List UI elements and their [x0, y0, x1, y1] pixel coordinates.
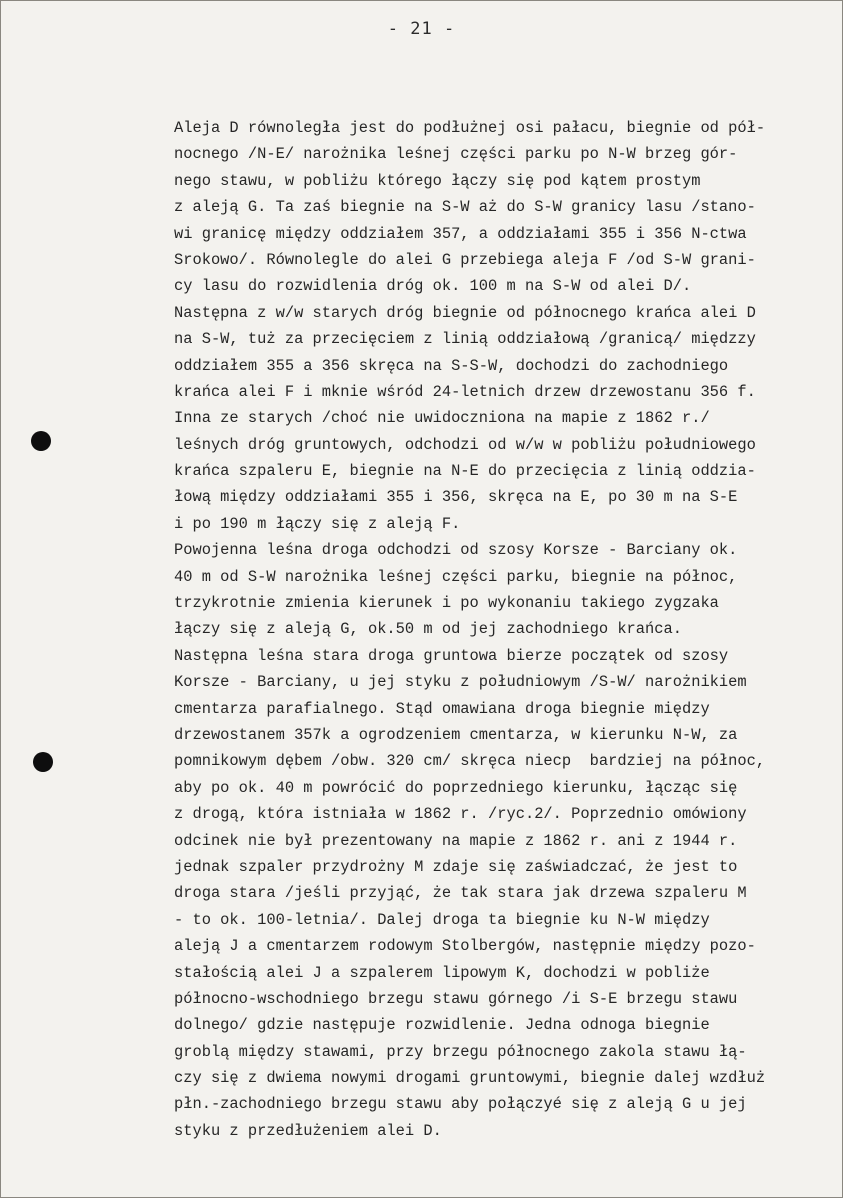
text-line: 40 m od S-W narożnika leśnej części parku, biegnie na północ, — [174, 567, 738, 586]
text-line: łową między oddziałami 355 i 356, skręca na E, po 30 m na S-E — [174, 488, 738, 507]
text-line: z drogą, która istniała w 1862 r. /ryc.2/. Poprzednio omówiony — [174, 805, 747, 824]
text-line: Aleja D równoległa jest do podłużnej osi pałacu, biegnie od pół- — [174, 119, 766, 137]
text-line: Srokowo/. Równolegle do alei G przebiega aleja F /od S-W grani- — [174, 250, 756, 269]
text-line: czy się z dwiema nowymi drogami gruntowymi, biegnie dalej wzdłuż — [174, 1069, 766, 1088]
text-line: trzykrotnie zmienia kierunek i po wykonaniu takiego zygzaka — [174, 594, 719, 613]
text-line: północno-wschodniego brzegu stawu górnego /i S-E brzegu stawu — [174, 989, 738, 1008]
text-line: cmentarza parafialnego. Stąd omawiana droga biegnie między — [174, 699, 710, 718]
text-line: pomnikowym dębem /obw. 320 cm/ skręca niecp bardziej na północ, — [174, 752, 766, 771]
text-line: Następna z w/w starych dróg biegnie od północnego krańca alei D — [174, 303, 756, 322]
text-line: styku z przedłużeniem alei D. — [174, 1121, 442, 1140]
punch-hole-bottom — [33, 752, 53, 772]
text-line: i po 190 m łączy się z aleją F. — [174, 514, 461, 533]
text-line: Następna leśna stara droga gruntowa bierze początek od szosy — [174, 646, 729, 665]
text-line: Powojenna leśna droga odchodzi od szosy Korsze - Barciany ok. — [174, 541, 738, 560]
text-line: Korsze - Barciany, u jej styku z południowym /S-W/ narożnikiem — [174, 673, 747, 692]
text-line: groblą między stawami, przy brzegu północnego zakola stawu łą- — [174, 1042, 747, 1061]
text-line: jednak szpaler przydrożny M zdaje się zaświadczać, że jest to — [174, 857, 738, 876]
text-line: krańca alei F i mknie wśród 24-letnich drzew drzewostanu 356 f. — [174, 382, 756, 401]
text-line: nego stawu, w pobliżu którego łączy się pod kątem prostym — [174, 171, 701, 190]
text-line: dolnego/ gdzie następuje rozwidlenie. Jedna odnoga biegnie — [174, 1016, 710, 1035]
text-line: leśnych dróg gruntowych, odchodzi od w/w w pobliżu południowego — [174, 435, 756, 454]
text-line: na S-W, tuż za przecięciem z linią oddziałową /granicą/ międzzy — [174, 330, 756, 349]
page-number: - 21 - — [387, 19, 456, 39]
text-line: aby po ok. 40 m powrócić do poprzedniego kierunku, łącząc się — [174, 778, 738, 797]
text-line: droga stara /jeśli przyjąć, że tak stara jak drzewa szpaleru M — [174, 884, 747, 903]
text-line: stałością alei J a szpalerem lipowym K, dochodzi w pobliże — [174, 963, 710, 982]
text-line: płn.-zachodniego brzegu stawu aby połączyé się z aleją G u jej — [174, 1095, 747, 1114]
text-line: łączy się z aleją G, ok.50 m od jej zachodniego krańca. — [174, 620, 682, 639]
text-line: oddziałem 355 a 356 skręca na S-S-W, dochodzi do zachodniego — [174, 356, 729, 375]
text-line: nocnego /N-E/ narożnika leśnej części parku po N-W brzeg gór- — [174, 145, 738, 164]
text-line: z aleją G. Ta zaś biegnie na S-W aż do S-W granicy lasu /stano- — [174, 198, 756, 217]
text-line: Inna ze starych /choć nie uwidoczniona na mapie z 1862 r./ — [174, 409, 710, 428]
body-text — [174, 115, 839, 1144]
text-line: odcinek nie był prezentowany na mapie z 1862 r. ani z 1944 r. — [174, 831, 738, 850]
punch-hole-top — [31, 431, 51, 451]
text-line: drzewostanem 357k a ogrodzeniem cmentarza, w kierunku N-W, za — [174, 725, 738, 744]
text-line: krańca szpaleru E, biegnie na N-E do przecięcia z linią oddzia- — [174, 462, 756, 481]
text-line: - to ok. 100-letnia/. Dalej droga ta biegnie ku N-W między — [174, 910, 710, 929]
text-line: wi granicę między oddziałem 357, a oddziałami 355 i 356 N-ctwa — [174, 224, 747, 243]
text-line: aleją J a cmentarzem rodowym Stolbergów, następnie między pozo- — [174, 937, 756, 956]
text-line: cy lasu do rozwidlenia dróg ok. 100 m na S-W od alei D/. — [174, 277, 692, 296]
